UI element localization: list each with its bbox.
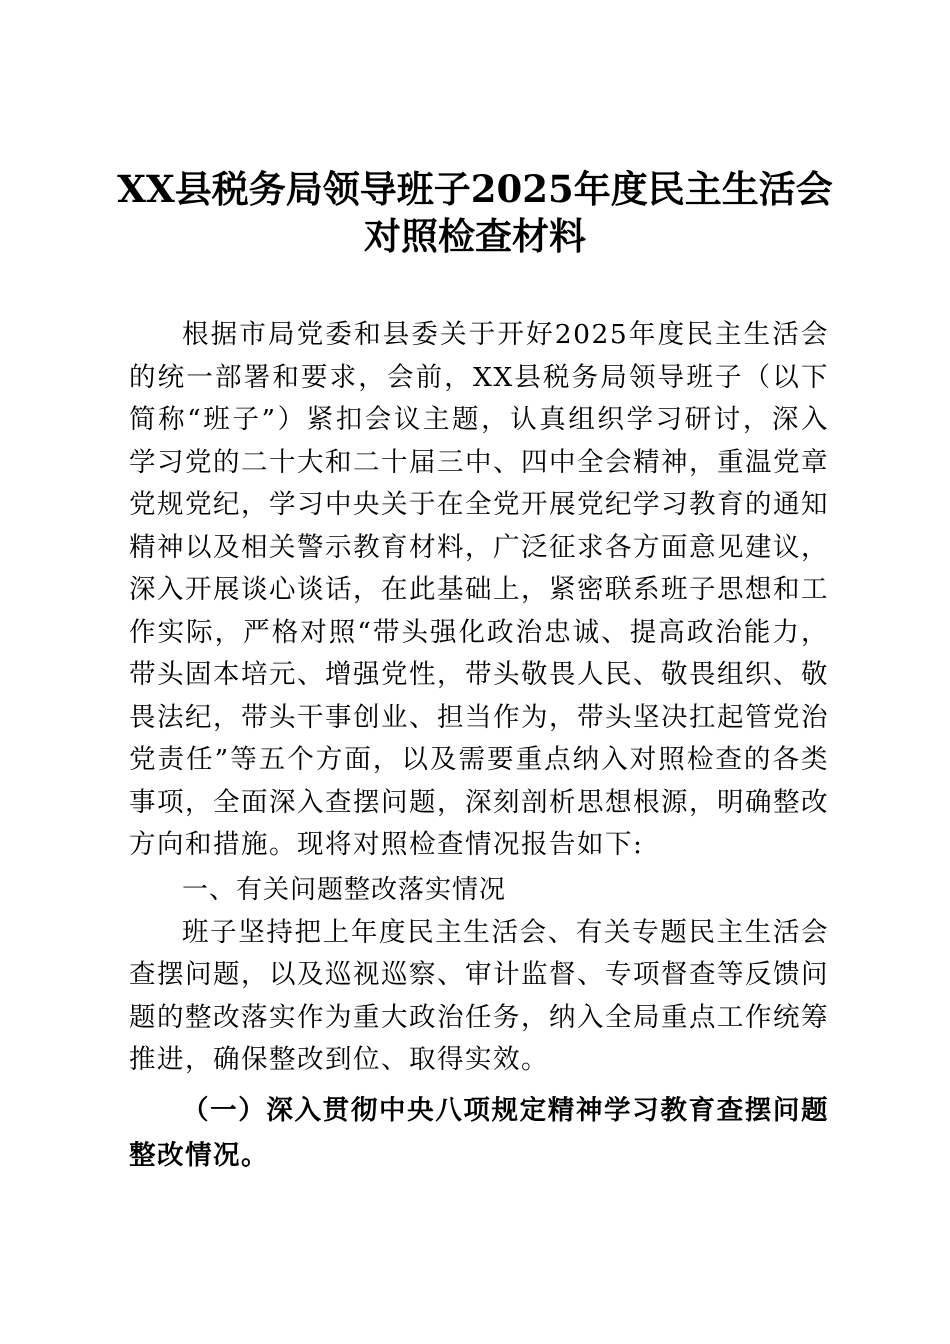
section-heading-1: 一、有关问题整改落实情况 bbox=[182, 874, 507, 905]
document-title: XX县税务局领导班子2025年度民主生活会对照检查材料 bbox=[117, 167, 833, 258]
subsection-heading-1: （一）深入贯彻中央八项规定精神学习教育查摆问题整改情况。 bbox=[129, 1094, 829, 1171]
intro-paragraph: 根据市局党委和县委关于开好2025年度民主生活会的统一部署和要求，会前，XX县税务局领导班子（以下简称“班子”）紧扣会议主题，认真组织学习研讨，深入学习党的二十大和二十届三中、四中全会精神，重温党章党规党纪，学习中央关于在全党开展党纪学习教育的通知精神以及相关警示教育材料，广泛征求各方面意见建议，深入开展谈心谈话，在此基础上，紧密联系班子思想和工作实际，严格对照“带头强化政治忠诚、提高政治能力，带头固本培元、增强党性，带头敬畏人民、敬畏组织、敬畏法纪，带头干事创业、担当作为，带头坚决扛起管党治党责任”等五个方面，以及需要重点纳入对照检查的各类事项，全面深入查摆问题，深刻剖析思想根源，明确整改方向和措施。现将对照检查情况报告如下: bbox=[129, 319, 829, 860]
document-body bbox=[129, 314, 829, 1178]
section-1-paragraph: 班子坚持把上年度民主生活会、有关专题民主生活会查摆问题，以及巡视巡察、审计监督、专项督查等反馈问题的整改落实作为重大政治任务，纳入全局重点工作统筹推进，确保整改到位、取得实效。 bbox=[129, 916, 829, 1075]
